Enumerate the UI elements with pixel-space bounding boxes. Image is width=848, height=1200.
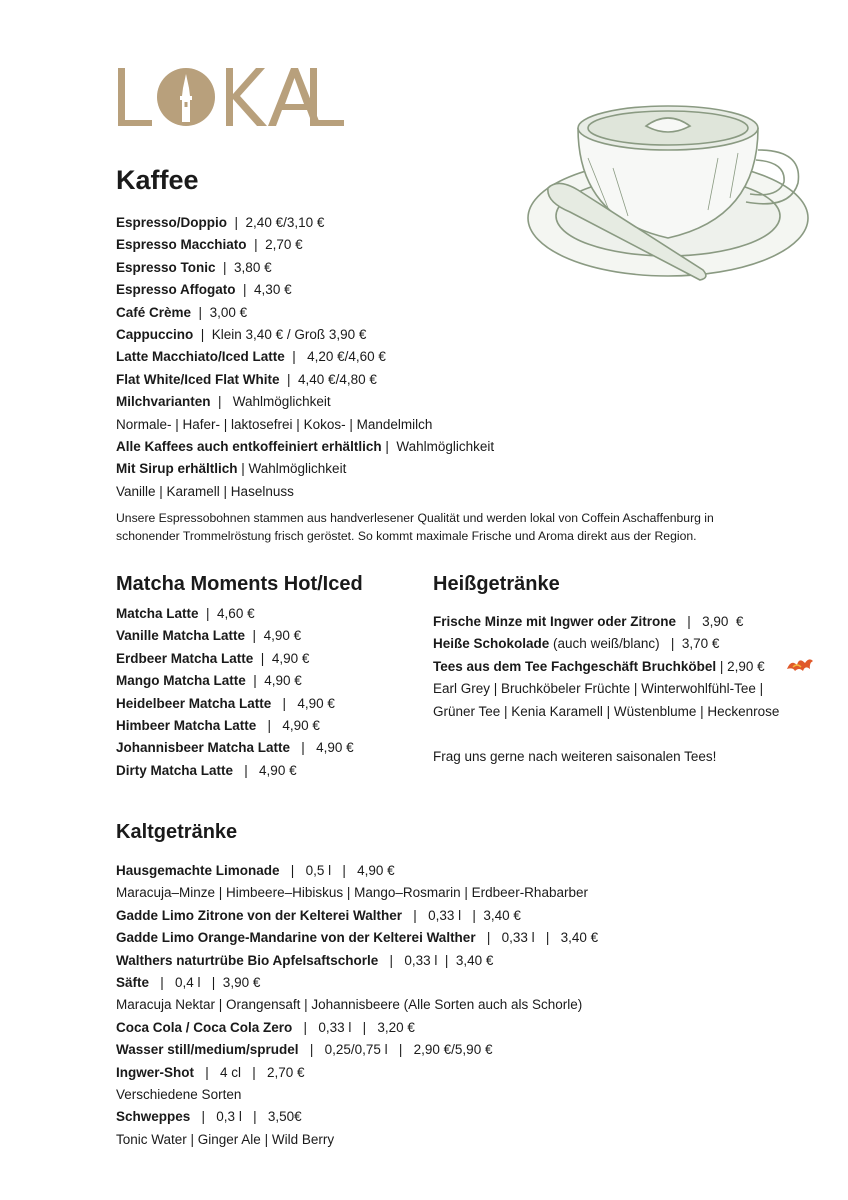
item-separator: | (290, 740, 317, 756)
item-separator: | (210, 394, 233, 410)
menu-item (116, 1062, 598, 1084)
item-separator: | (235, 282, 255, 298)
item-separator: | (676, 614, 703, 629)
item-price: 0,33 l | 3,40 € (501, 930, 599, 946)
item-name: Mit Sirup erhältlich (116, 461, 238, 477)
item-price: 4 cl | 2,70 € (220, 1064, 305, 1080)
item-price: Wahlmöglichkeit (232, 394, 331, 410)
menu-item (116, 391, 494, 413)
item-variants: Vanille | Karamell | Haselnuss (116, 483, 294, 499)
item-price: 0,25/0,75 l | 2,90 €/5,90 € (324, 1042, 493, 1058)
item-price: 4,90 € (297, 695, 335, 711)
item-separator: | (716, 658, 728, 674)
item-separator: | (215, 259, 235, 275)
item-price: 2,90 € (727, 658, 765, 674)
item-price: 0,33 l | 3,20 € (318, 1019, 415, 1035)
item-price: 4,90 € (282, 718, 320, 734)
menu-item (116, 1039, 598, 1061)
menu-item (116, 369, 494, 391)
menu-item (116, 257, 494, 279)
menu-item (116, 234, 494, 256)
kaffee-list (116, 212, 494, 503)
item-price: 4,30 € (254, 282, 292, 298)
menu-item (116, 737, 354, 759)
item-separator: | (245, 673, 265, 689)
item-price: 4,90 € (316, 740, 354, 756)
item-separator: | (271, 695, 298, 711)
item-variants: Normale- | Hafer- | laktosefrei | Kokos- | Mandelmilch (116, 416, 433, 432)
item-price: 4,60 € (217, 606, 255, 621)
item-separator: | (149, 975, 176, 991)
menu-item (116, 1017, 598, 1039)
item-name: Ingwer-Shot (116, 1064, 194, 1080)
item-separator: | (237, 461, 249, 477)
item-price: Klein 3,40 € / Groß 3,90 € (211, 327, 367, 343)
item-variants: Earl Grey | Bruchköbeler Früchte | Winterwohlfühl-Tee | (433, 681, 764, 697)
item-price: 0,33 l | 3,40 € (428, 907, 521, 923)
menu-item (116, 972, 598, 994)
menu-item (116, 1129, 598, 1151)
item-name: Dirty Matcha Latte (116, 762, 234, 778)
item-extra: (auch weiß/blanc) (549, 636, 660, 652)
item-price: 0,33 l | 3,40 € (404, 952, 494, 968)
menu-item (116, 458, 494, 480)
item-name: Himbeer Matcha Latte (116, 718, 257, 734)
item-separator: | (191, 304, 210, 320)
kalt-list (116, 860, 598, 1151)
item-name: Espresso Tonic (116, 259, 216, 275)
item-name: Espresso Macchiato (116, 237, 247, 253)
menu-item (116, 212, 494, 234)
item-name: Schweppes (116, 1109, 191, 1125)
menu-item (116, 905, 598, 927)
item-price: 4,40 €/4,80 € (298, 371, 377, 387)
item-price: 4,90 € (259, 762, 297, 778)
item-price: 4,90 € (263, 628, 302, 644)
menu-item (116, 927, 598, 949)
item-separator: | (402, 907, 429, 923)
menu-item (116, 414, 494, 436)
item-name: Johannisbeer Matcha Latte (116, 740, 291, 756)
item-separator: | (193, 327, 212, 343)
item-separator: | (253, 650, 272, 666)
item-price: Wahlmöglichkeit (248, 461, 347, 477)
menu-item (116, 302, 494, 324)
item-separator: | (246, 237, 266, 253)
item-name: Flat White/Iced Flat White (116, 371, 280, 387)
item-separator: | (194, 1064, 221, 1080)
lokal-logo-icon (116, 66, 346, 128)
item-separator: | (233, 762, 260, 778)
dragon-logo-icon (785, 655, 815, 675)
item-name: Milchvarianten (116, 394, 211, 410)
item-name: Latte Macchiato/Iced Latte (116, 349, 285, 365)
item-separator: | (292, 1019, 319, 1035)
menu-item (116, 860, 598, 882)
item-separator: | (256, 718, 283, 734)
item-name: Espresso/Doppio (116, 215, 228, 230)
item-separator: | (279, 863, 306, 878)
heiss-list (433, 611, 779, 723)
item-separator: | (190, 1109, 217, 1125)
item-price: Wahlmöglichkeit (396, 439, 495, 455)
kalt-title: Kaltgetränke (116, 821, 238, 843)
item-variants: Maracuja Nektar | Orangensaft | Johannisbeere (Alle Sorten auch als Schorle) (116, 997, 583, 1013)
item-name: Vanille Matcha Latte (116, 628, 246, 644)
item-separator: | (279, 371, 299, 387)
brand-logo (116, 66, 346, 126)
menu-item (116, 625, 354, 647)
menu-item (433, 633, 779, 655)
item-price: 3,80 € (234, 259, 272, 275)
menu-item (433, 611, 779, 633)
menu-item (433, 701, 779, 723)
item-name: Tees aus dem Tee Fachgeschäft Bruchköbel (433, 658, 717, 674)
item-price: 3,00 € (209, 304, 248, 320)
item-price: 3,90 € (702, 614, 744, 629)
kaffee-note: Unsere Espressobohnen stammen aus handverlesener Qualität und werden lokal von Coffein Aschaffenburg in schonender Trommelröstung frisch geröstet. So kommt maximale Frische und Aroma direkt aus der Region. (116, 511, 714, 543)
menu-item (116, 1106, 598, 1128)
item-name: Matcha Latte (116, 606, 199, 621)
heiss-title: Heißgetränke (433, 573, 560, 595)
item-name: Café Crème (116, 304, 192, 320)
item-price: 4,20 €/4,60 € (307, 349, 386, 365)
item-name: Wasser still/medium/sprudel (116, 1042, 299, 1058)
menu-item (116, 950, 598, 972)
matcha-title: Matcha Moments Hot/Iced (116, 573, 363, 595)
logo-text (346, 66, 347, 67)
item-name: Hausgemachte Limonade (116, 863, 280, 878)
item-price: 0,5 l | 4,90 € (305, 863, 395, 878)
item-price: 0,3 l | 3,50€ (216, 1109, 302, 1125)
item-name: Gadde Limo Orange-Mandarine von der Kelterei Walther (116, 930, 476, 946)
item-price: 2,40 €/3,10 € (245, 215, 325, 230)
item-name: Erdbeer Matcha Latte (116, 650, 254, 666)
item-variants: Grüner Tee | Kenia Karamell | Wüstenblume | Heckenrose (433, 703, 780, 719)
menu-item (116, 279, 494, 301)
item-separator: | (227, 215, 246, 230)
item-name: Espresso Affogato (116, 282, 236, 298)
item-price: 2,70 € (265, 237, 303, 253)
menu-item (433, 656, 779, 678)
kaffee-title: Kaffee (116, 165, 199, 195)
item-name: Cappuccino (116, 327, 194, 343)
item-name: Heidelbeer Matcha Latte (116, 695, 272, 711)
item-price: 0,4 l | 3,90 € (175, 975, 261, 991)
item-separator: | (475, 930, 502, 946)
item-name: Gadde Limo Zitrone von der Kelterei Walther (116, 907, 403, 923)
item-name: Walthers naturtrübe Bio Apfelsaftschorle (116, 952, 379, 968)
item-price: 4,90 € (264, 673, 302, 689)
menu-item (116, 603, 354, 625)
item-separator: | (298, 1042, 325, 1058)
matcha-list (116, 603, 354, 782)
item-price: 4,90 € (271, 650, 310, 666)
item-separator: | (198, 606, 218, 621)
menu-item (116, 324, 494, 346)
item-separator: | (284, 349, 308, 365)
coffee-cup-illustration (518, 98, 818, 294)
menu-item (116, 481, 494, 503)
menu-item (116, 715, 354, 737)
menu-item (433, 678, 779, 700)
item-variants: Tonic Water | Ginger Ale | Wild Berry (116, 1131, 335, 1147)
menu-item (116, 693, 354, 715)
menu-item (116, 346, 494, 368)
item-separator: | (659, 636, 682, 652)
item-name: Heiße Schokolade (433, 636, 550, 652)
item-name: Alle Kaffees auch entkoffeiniert erhältlich (116, 439, 382, 455)
menu-item (116, 648, 354, 670)
item-separator: | (381, 439, 397, 455)
menu-item (116, 760, 354, 782)
item-price: 3,70 € (681, 636, 720, 652)
menu-item (116, 882, 598, 904)
heiss-note: Frag uns gerne nach weiteren saisonalen Tees! (433, 749, 717, 764)
item-variants: Maracuja–Minze | Himbeere–Hibiskus | Mango–Rosmarin | Erdbeer-Rhabarber (116, 885, 588, 901)
item-separator: | (378, 952, 405, 968)
menu-item (116, 670, 354, 692)
item-name: Frische Minze mit Ingwer oder Zitrone (433, 614, 677, 629)
item-variants: Verschiedene Sorten (116, 1087, 242, 1103)
menu-item (116, 1084, 598, 1106)
item-name: Coca Cola / Coca Cola Zero (116, 1019, 293, 1035)
item-separator: | (245, 628, 264, 644)
item-name: Mango Matcha Latte (116, 673, 246, 689)
menu-item (116, 994, 598, 1016)
menu-item (116, 436, 494, 458)
item-name: Säfte (116, 975, 150, 991)
